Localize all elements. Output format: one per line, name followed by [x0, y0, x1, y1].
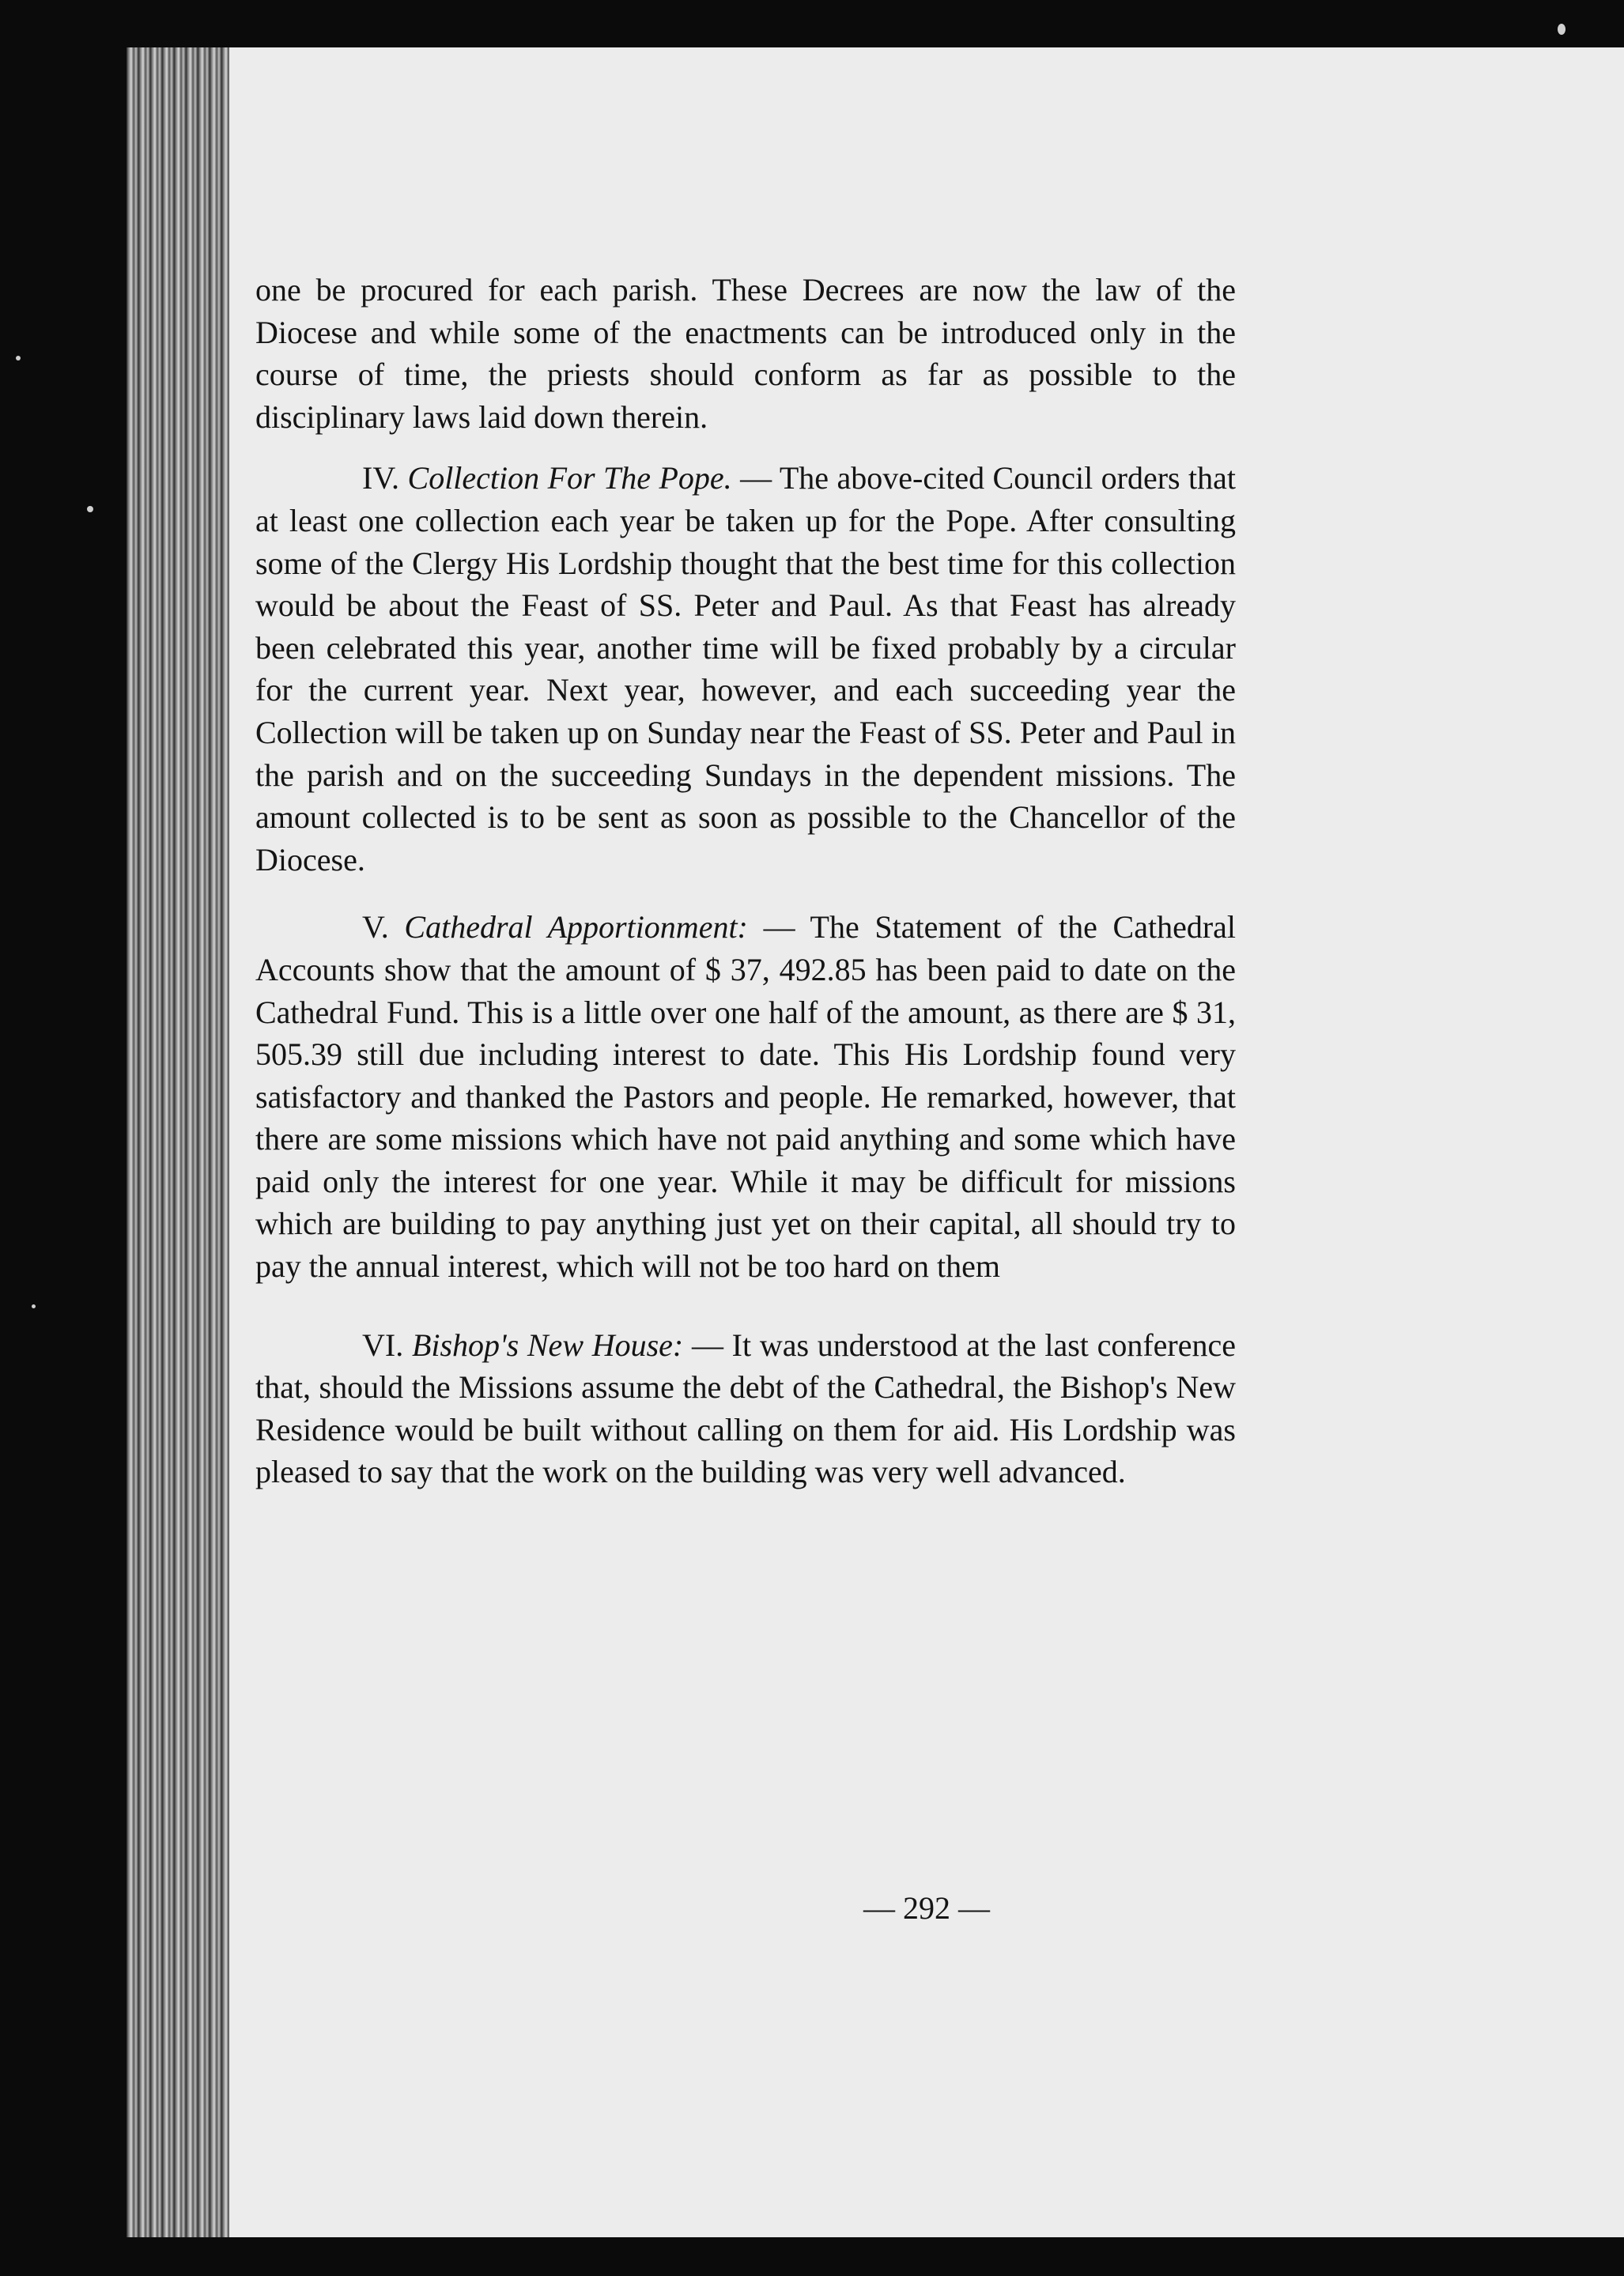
section-number: VI.: [362, 1327, 404, 1363]
body-text: [255, 269, 1236, 1493]
dust-speck: [32, 1304, 36, 1308]
paragraph-continuation: [255, 269, 1236, 438]
paragraph-text: The above-cited Council orders that at least one collection each year be taken up for the Pope. After consulting some of the Clergy His Lordship thought that the best time for this collection would be about the Feast of SS. Peter and Paul. As that Feast has already been celebrated this year, another time will be fixed probably by a circular for the current year. Next year, however, and each succeeding year the Collection will be taken up on Sunday near the Feast of SS. Peter and Paul in the parish and on the succeeding Sundays in the dependent missions. The amount collected is to be sent as soon as possible to the Chancellor of the Diocese.: [255, 460, 1237, 878]
section-heading: Cathedral Apportionment:: [404, 909, 748, 946]
paragraph-collection-for-the-pope: [255, 457, 1236, 881]
dust-speck: [1558, 24, 1565, 35]
paragraph-text: The Statement of the Cathedral Accounts show that the amount of $ 37, 492.85 has been paid to date on the Cathedral Fund. This is a little over one half of the amount, as there are $ 31, 505.39 still due including interest to date. This His Lordship found very satisfactory and thanked the Pastors and people. He remarked, however, that there are some missions which have not paid anything and some which have paid only the interest for one year. While it may be difficult for missions which are building to pay anything just yet on their capital, all should try to pay the annual interest, which will not be too hard on them: [255, 909, 1237, 1285]
page-edge: [127, 47, 237, 2237]
section-heading: Collection For The Pope.: [407, 460, 732, 496]
section-separator: —: [763, 909, 795, 946]
section-separator: —: [691, 1327, 723, 1363]
section-number: V.: [362, 909, 389, 946]
section-number: IV.: [362, 460, 400, 496]
section-heading: Bishop's New House:: [411, 1327, 684, 1363]
page-number: — 292 —: [863, 1890, 990, 1926]
paragraph-bishops-new-house: [255, 1324, 1236, 1493]
dust-speck: [16, 356, 21, 360]
paragraph-text: It was understood at the last conference that, should the Missions assume the debt of the Cathedral, the Bishop's New Residence would be built without calling on them for aid. His Lordship was pleased to say that the work on the building was very well advanced.: [255, 1327, 1237, 1490]
section-separator: —: [740, 460, 772, 496]
paragraph-cathedral-apportionment: [255, 906, 1236, 1287]
dust-speck: [87, 506, 93, 512]
paragraph-text: one be procured for each parish. These Decrees are now the law of the Diocese and while some of the enactments can be introduced only in the course of time, the priests should conform as far as possible to the disciplinary laws laid down therein.: [255, 272, 1236, 435]
